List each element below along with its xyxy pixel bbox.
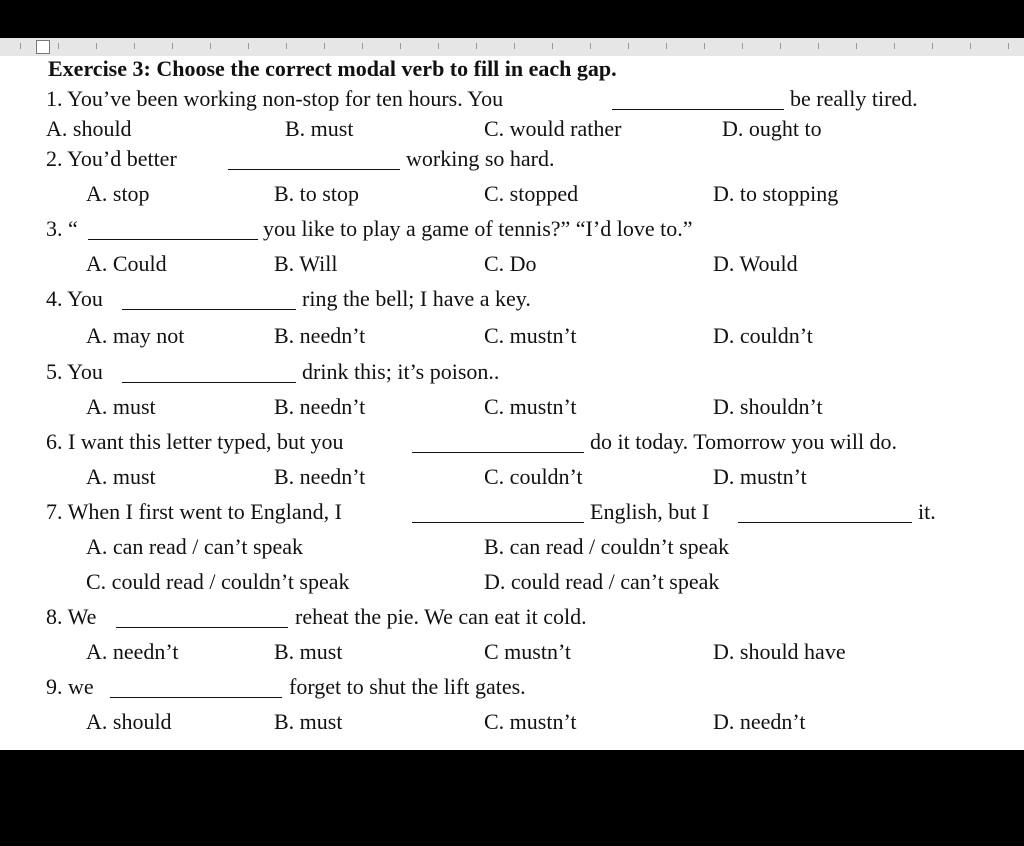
- option-b: B. must: [274, 639, 343, 664]
- ruler-tick: [628, 43, 629, 49]
- ruler-tick: [970, 43, 971, 49]
- ruler-tick: [96, 43, 97, 49]
- question-text-after: be really tired.: [790, 86, 918, 111]
- answer-blank[interactable]: [612, 109, 784, 110]
- option-b: B. needn’t: [274, 323, 366, 348]
- question-text-after: you like to play a game of tennis?” “I’d love to.”: [263, 216, 693, 241]
- option-b: B. Will: [274, 251, 338, 276]
- option-c: C. mustn’t: [484, 323, 577, 348]
- option-a: A. must: [86, 394, 156, 419]
- question-text-mid: English, but I: [590, 499, 710, 524]
- option-b: B. to stop: [274, 181, 359, 206]
- option-c: C. could read / couldn’t speak: [86, 569, 350, 594]
- option-d: D. to stopping: [713, 181, 839, 206]
- question-text: 4. You: [46, 286, 103, 311]
- option-a: A. should: [86, 709, 172, 734]
- ruler-tick: [932, 43, 933, 49]
- option-a: A. stop: [86, 181, 150, 206]
- option-d: D. Would: [713, 251, 798, 276]
- ruler-tick: [856, 43, 857, 49]
- ruler-tick: [514, 43, 515, 49]
- answer-blank[interactable]: [122, 382, 296, 383]
- ruler: [0, 38, 1024, 57]
- option-c: C. would rather: [484, 116, 622, 141]
- table-move-handle[interactable]: [36, 40, 50, 54]
- ruler-tick: [704, 43, 705, 49]
- option-d: D. shouldn’t: [713, 394, 823, 419]
- question-text-after: reheat the pie. We can eat it cold.: [295, 604, 587, 629]
- option-c: C. stopped: [484, 181, 579, 206]
- question-text: 3. “: [46, 216, 78, 241]
- question-text: 1. You’ve been working non-stop for ten hours. You: [46, 86, 504, 111]
- ruler-tick: [210, 43, 211, 49]
- question-text-after: drink this; it’s poison..: [302, 359, 500, 384]
- answer-blank[interactable]: [412, 522, 584, 523]
- option-b: B. must: [274, 709, 343, 734]
- answer-blank-2[interactable]: [738, 522, 912, 523]
- option-a: A. Could: [86, 251, 167, 276]
- option-d: D. should have: [713, 639, 846, 664]
- ruler-tick: [248, 43, 249, 49]
- ruler-tick: [742, 43, 743, 49]
- ruler-tick: [362, 43, 363, 49]
- option-d: D. could read / can’t speak: [484, 569, 720, 594]
- option-a: A. can read / can’t speak: [86, 534, 304, 559]
- question-text-after: do it today. Tomorrow you will do.: [590, 429, 898, 454]
- ruler-tick: [552, 43, 553, 49]
- question-text: 6. I want this letter typed, but you: [46, 429, 344, 454]
- option-c: C. couldn’t: [484, 464, 583, 489]
- option-a: A. must: [86, 464, 156, 489]
- ruler-tick: [666, 43, 667, 49]
- option-d: D. ought to: [722, 116, 822, 141]
- question-text-after: ring the bell; I have a key.: [302, 286, 531, 311]
- option-a: A. should: [46, 116, 132, 141]
- ruler-tick: [58, 43, 59, 49]
- ruler-tick: [286, 43, 287, 49]
- answer-blank[interactable]: [116, 627, 288, 628]
- answer-blank[interactable]: [110, 697, 282, 698]
- ruler-tick: [324, 43, 325, 49]
- option-b: B. needn’t: [274, 394, 366, 419]
- option-d: D. needn’t: [713, 709, 806, 734]
- option-a: A. may not: [86, 323, 185, 348]
- question-text-after: forget to shut the lift gates.: [289, 674, 526, 699]
- answer-blank[interactable]: [412, 452, 584, 453]
- ruler-tick: [590, 43, 591, 49]
- question-text-after: it.: [918, 499, 936, 524]
- option-c: C. Do: [484, 251, 537, 276]
- question-text-after: working so hard.: [406, 146, 555, 171]
- option-d: D. couldn’t: [713, 323, 813, 348]
- option-b: B. can read / couldn’t speak: [484, 534, 730, 559]
- option-d: D. mustn’t: [713, 464, 807, 489]
- ruler-tick: [780, 43, 781, 49]
- ruler-tick: [818, 43, 819, 49]
- question-text: 8. We: [46, 604, 97, 629]
- answer-blank[interactable]: [122, 309, 296, 310]
- ruler-tick: [1008, 43, 1009, 49]
- question-text: 7. When I first went to England, I: [46, 499, 342, 524]
- answer-blank[interactable]: [88, 239, 258, 240]
- question-text: 2. You’d better: [46, 146, 177, 171]
- option-a: A. needn’t: [86, 639, 179, 664]
- question-text: 9. we: [46, 674, 94, 699]
- ruler-tick: [20, 43, 21, 49]
- ruler-tick: [134, 43, 135, 49]
- answer-blank[interactable]: [228, 169, 400, 170]
- option-c: C mustn’t: [484, 639, 572, 664]
- document-page: Exercise 3: Choose the correct modal verb to fill in each gap. 1. You’ve been working non-stop for ten hours. You be really tired. A. should B. must C. would rather D. ought to 2. You’d better working so hard. A. stop B. to stop C. stopped D. to stopping 3. “ you like to play a game of tennis?” “I’d love to.” A. Could B. Will C. Do D. Would 4. You ring the bell; I have a key. A. may not B. needn’t C. mustn’t D. couldn’t 5. You drink this; it’s poison.. A. must B. needn’t C. mustn’t D. shouldn’t 6. I want this letter typed, but you do it today. Tomorrow you will do. A. must B. needn’t C. couldn’t D. mustn’t 7. When I first went to England, I English, but I it. A. can read / can’t speak B. can read / couldn’t speak C. could read / couldn’t speak D. could read / can’t speak 8. We reheat the pie. We can eat it cold. A. needn’t B. must C mustn’t D. should have 9. we forget to shut the lift gates. A. should B. must C. mustn’t D. needn’t: [0, 56, 1024, 750]
- option-c: C. mustn’t: [484, 394, 577, 419]
- option-c: C. mustn’t: [484, 709, 577, 734]
- ruler-tick: [476, 43, 477, 49]
- ruler-tick: [894, 43, 895, 49]
- ruler-tick: [172, 43, 173, 49]
- option-b: B. must: [285, 116, 354, 141]
- ruler-tick: [400, 43, 401, 49]
- option-b: B. needn’t: [274, 464, 366, 489]
- ruler-tick: [438, 43, 439, 49]
- question-text: 5. You: [46, 359, 103, 384]
